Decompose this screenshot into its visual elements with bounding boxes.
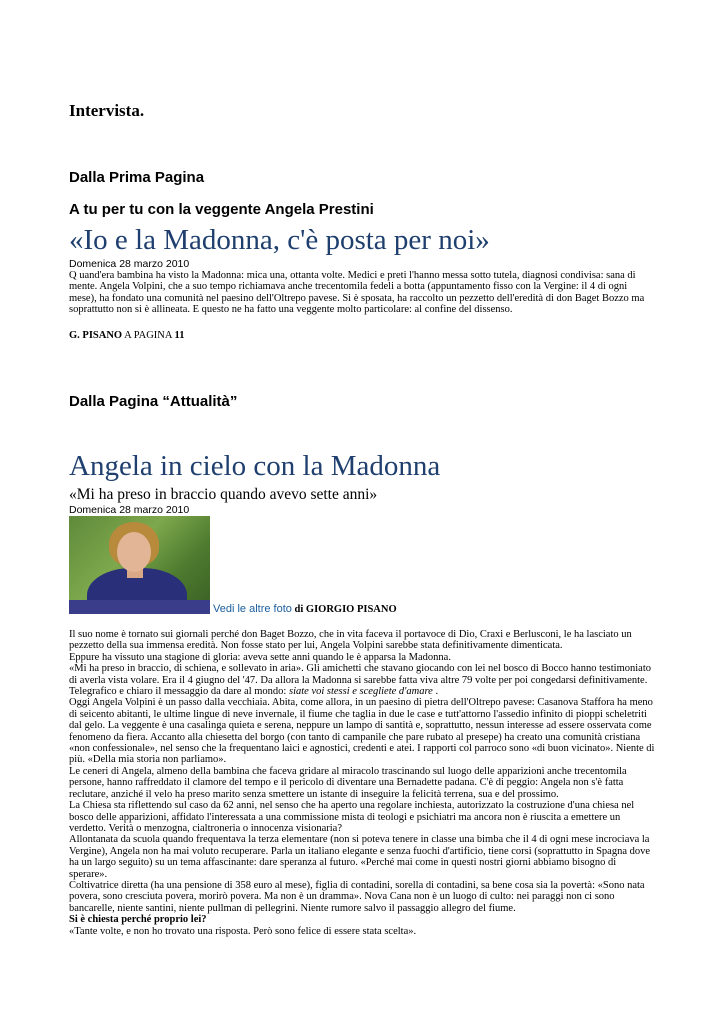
photo-face — [117, 532, 151, 572]
photo-table — [69, 600, 210, 614]
article2-paragraph — [69, 663, 657, 697]
article2-title: Angela in cielo con la Madonna — [69, 450, 441, 482]
article2-paragraph: «Tante volte, e non ho trovato una risposta. Però sono felice di essere stata scelta». — [69, 925, 417, 937]
article1-summary — [69, 270, 657, 316]
article1-byline-page: 11 — [174, 330, 185, 341]
section-heading-intervista: Intervista. — [69, 101, 145, 120]
article2-paragraph: Le ceneri di Angela, almeno della bambina che faceva gridare al miracolo trascinando sul luogo delle apparizioni anche trecentomila persone, hanno raffreddato il clamore del tempo e il pericolo di diventare una Bernadette padana. C'è di peggio: Angela non s'è fatta reclutare, anziché il velo ha preso marito senza smettere un istante di inseguire la felicità terrena, sua e del prossimo. — [69, 765, 627, 800]
article2-message-end: . — [432, 686, 439, 698]
article1-summary-text: Q uand'era bambina ha visto la Madonna: mica una, ottanta volte. Medici e preti l'hanno messa sotto tutela, diagnosi condivisa: sana di mente. Angela Volpini, che a suo tempo richiamava anche trecentomila fedeli a botta (appuntamento fisso con la Vergine: il 4 di ogni mese), ha fondato una comunità nel paesino dell'Oltrepo pavese. Si è sposata, ha raccolto un pezzetto dell'eredità di don Baget Bozzo ma soprattutto non si è allineata. E questo ne ha fatto una veggente molto particolare: al confine del dissenso. — [69, 270, 645, 316]
article1-byline-rest: A PAGINA — [122, 330, 175, 341]
article2-question-text: Si è chiesta perché proprio lei? — [69, 914, 207, 926]
article2-byline: di GIORGIO PISANO — [291, 604, 397, 615]
article2-date: Domenica 28 marzo 2010 — [69, 504, 190, 516]
article2-paragraph: Coltivatrice diretta (ha una pensione di 358 euro al mese), figlia di contadini, sorella di contadini, sa bene cosa sia la povertà: «Sono nata povera, sono cresciuta povera, morirò povera. Ma non è un dramma». Nova Cana non è un luogo di culto: nei paraggi non ci sono bancarelle, niente santini, niente pullman di pellegrini. Niente rumore salvo il passaggio allegro del fiume. — [69, 879, 645, 914]
article2-photo-caption — [213, 603, 653, 616]
article1-title: «Io e la Madonna, c'è posta per noi» — [69, 224, 490, 256]
source-label-prima-pagina: Dalla Prima Pagina — [69, 169, 205, 186]
article1-kicker: A tu per tu con la veggente Angela Prestini — [69, 201, 374, 218]
article1-date: Domenica 28 marzo 2010 — [69, 258, 190, 270]
article2-message-italic: siate voi stessi e scegliete d'amare — [288, 686, 433, 698]
article1-byline — [69, 330, 657, 342]
photo-gallery-link[interactable]: Vedi le altre foto — [213, 603, 292, 615]
article2-photo[interactable] — [69, 516, 210, 614]
article2-paragraph: Oggi Angela Volpini è un passo dalla vecchiaia. Abita, come allora, in un paesino di pietra dell'Oltrepo pavese: Casanova Staffora ha meno di seicento abitanti, le ultime lingue di neve invernale, il fiume che taglia in due le case e tutt'attorno l'assedio infinito di pioppi scheletriti dal gelo. La veggente è una casalinga quieta e serena, neppure un lampo di santità e, soprattutto, nessun interesse ad essere osservata come fenomeno da fiera. Accanto alla chiesetta del borgo (con tanto di campanile che pare rubato al presepe) ha creato una comunità cristiana «non confessionale», nel senso che la frequentano laici e agnostici, credenti e atei. I rapporti col parroco sono «di buon vicinato». Niente di più. «Della mia storia non parliamo». — [69, 697, 655, 766]
article2-paragraph-text: «Mi ha preso in braccio, di schiena, e sollevato in aria». Gli amichetti che stavano giocando con lei nel bosco di Bocco hanno testimoniato di averla vista volare. Era il 4 giugno del '47. Da allora la Madonna si sarebbe fatta viva altre 79 volte per poi congedarsi definitivamente. Telegrafico e chiaro il messaggio da dare al mondo: — [69, 663, 652, 698]
source-label-attualita: Dalla Pagina “Attualità” — [69, 393, 238, 410]
article2-question — [69, 914, 657, 925]
article2-subtitle: «Mi ha preso in braccio quando avevo sette anni» — [69, 486, 378, 503]
article1-byline-author: G. PISANO — [69, 330, 123, 341]
article2-body — [69, 629, 657, 937]
article2-paragraph: Allontanata da scuola quando frequentava la terza elementare (non si poteva tenere in classe una bimba che il 4 di ogni mese incrociava la Vergine), Angela non ha mai voluto recuperare. Parla un italiano elegante e senza fuochi d'artificio, tiene corsi (soprattutto in Spagna dove ha un largo seguito) su un tema affascinante: dare speranza al futuro. «Perché mai come in questi nostri giorni abbiamo bisogno di sperare». — [69, 834, 651, 880]
article2-paragraph: Eppure ha vissuto una stagione di gloria: aveva sette anni quando le è apparsa la Madonna. — [69, 651, 451, 663]
article2-paragraph: La Chiesa sta riflettendo sul caso da 62 anni, nel senso che ha aperto una regolare inchiesta, autorizzato la costruzione d'una chiesa nel bosco delle apparizioni, affidato l'interessata a una commissione mista di teologi e psichiatri ma ancora non è riuscita a emettere un verdetto. Verità o menzogna, cialtroneria o innocenza visionaria? — [69, 800, 635, 834]
article2-paragraph: Il suo nome è tornato sui giornali perché don Baget Bozzo, che in vita faceva il portavoce di Dio, Craxi e Berlusconi, le ha lasciato un pezzetto della sua immensa eredità. Non fosse stato per lui, Angela Volpini sarebbe stata definitivamente dimenticata. — [69, 629, 632, 652]
